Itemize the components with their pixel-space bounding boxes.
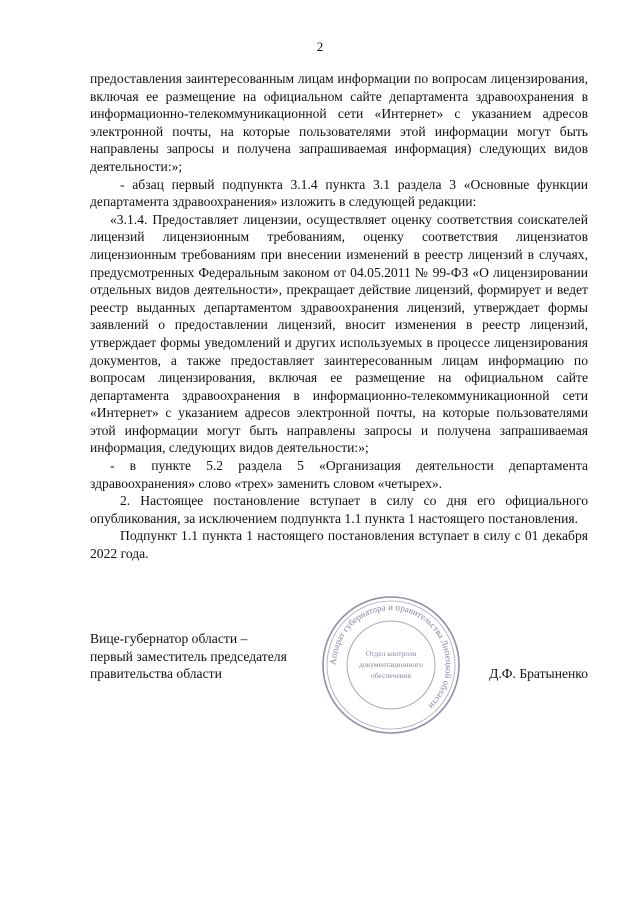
seal-inner-line-1: Отдел контроля bbox=[365, 649, 417, 658]
signature-block bbox=[90, 630, 588, 683]
signatory-name: Д.Ф. Братыненко bbox=[489, 666, 588, 681]
paragraph-new-wording: «3.1.4. Предоставляет лицензии, осуществляет оценку соответствия соискателей лицензий лицензионным требованиям, оценку соответствия лицензиатов лицензионным требованиям при внесении изменений в реестр лицензий в случаях, предусмотренных Федеральным законом от 04.05.2011 № 99-ФЗ «О лицензировании отдельных видов деятельности», прекращает действие лицензий, формирует и ведет реестр выданных департаментом здравоохранения лицензий, утверждает формы заявлений о предоставлении лицензий, вносит изменения в реестр лицензий, утверждает формы уведомлений и других используемых в процессе лицензирования документов, а также предоставляет заинтересованным лицам информацию по вопросам лицензирования, включая ее размещение на официальном сайте департамента здравоохранения в информационно-телекоммуникационной сети «Интернет» с указанием адресов электронной почты, на которые пользователями этой информации могут быть направлены запросы и получена запрашиваемая информация, следующих видов деятельности:»; bbox=[90, 211, 588, 456]
paragraph-amendment-5-2: - в пункте 5.2 раздела 5 «Организация деятельности департамента здравоохранения» слово «трех» заменить словом «четырех». bbox=[90, 458, 588, 491]
signatory-title-line-3: правительства области bbox=[90, 666, 222, 682]
paragraph-amendment-intro: - абзац первый подпункта 3.1.4 пункта 3.1 раздела 3 «Основные функции департамента здравоохранения» изложить в следующей редакции: bbox=[90, 176, 588, 210]
seal-inner-line-2: документационного bbox=[359, 660, 423, 669]
paragraph-continuation: предоставления заинтересованным лицам информации по вопросам лицензирования, включая ее размещение на официальном сайте департамента здравоохранения в информационно-телекоммуникационной сети «Интернет» с указанием адресов электронной почты, на которые пользователями этой информации могут быть направлены запросы и получена запрашиваемая информация) следующих видов деятельности:»; bbox=[90, 71, 588, 174]
document-body bbox=[90, 70, 588, 563]
page-number: 2 bbox=[316, 39, 324, 54]
paragraph-effective-date: Подпункт 1.1 пункта 1 настоящего постановления вступает в силу с 01 декабря 2022 года. bbox=[90, 528, 588, 562]
seal-inner-line-3: обеспечения bbox=[370, 671, 412, 680]
seal-outer-text: Аппарат губернатора и правительства Липецкой области bbox=[327, 601, 455, 712]
paragraph-point-2: 2. Настоящее постановление вступает в силу со дня его официального опубликования, за исключением подпункта 1.1 пункта 1 настоящего постановления. bbox=[90, 493, 588, 526]
signatory-title-line-1: Вице-губернатор области – bbox=[90, 631, 248, 646]
signatory-title-line-2: первый заместитель председателя bbox=[90, 648, 287, 664]
